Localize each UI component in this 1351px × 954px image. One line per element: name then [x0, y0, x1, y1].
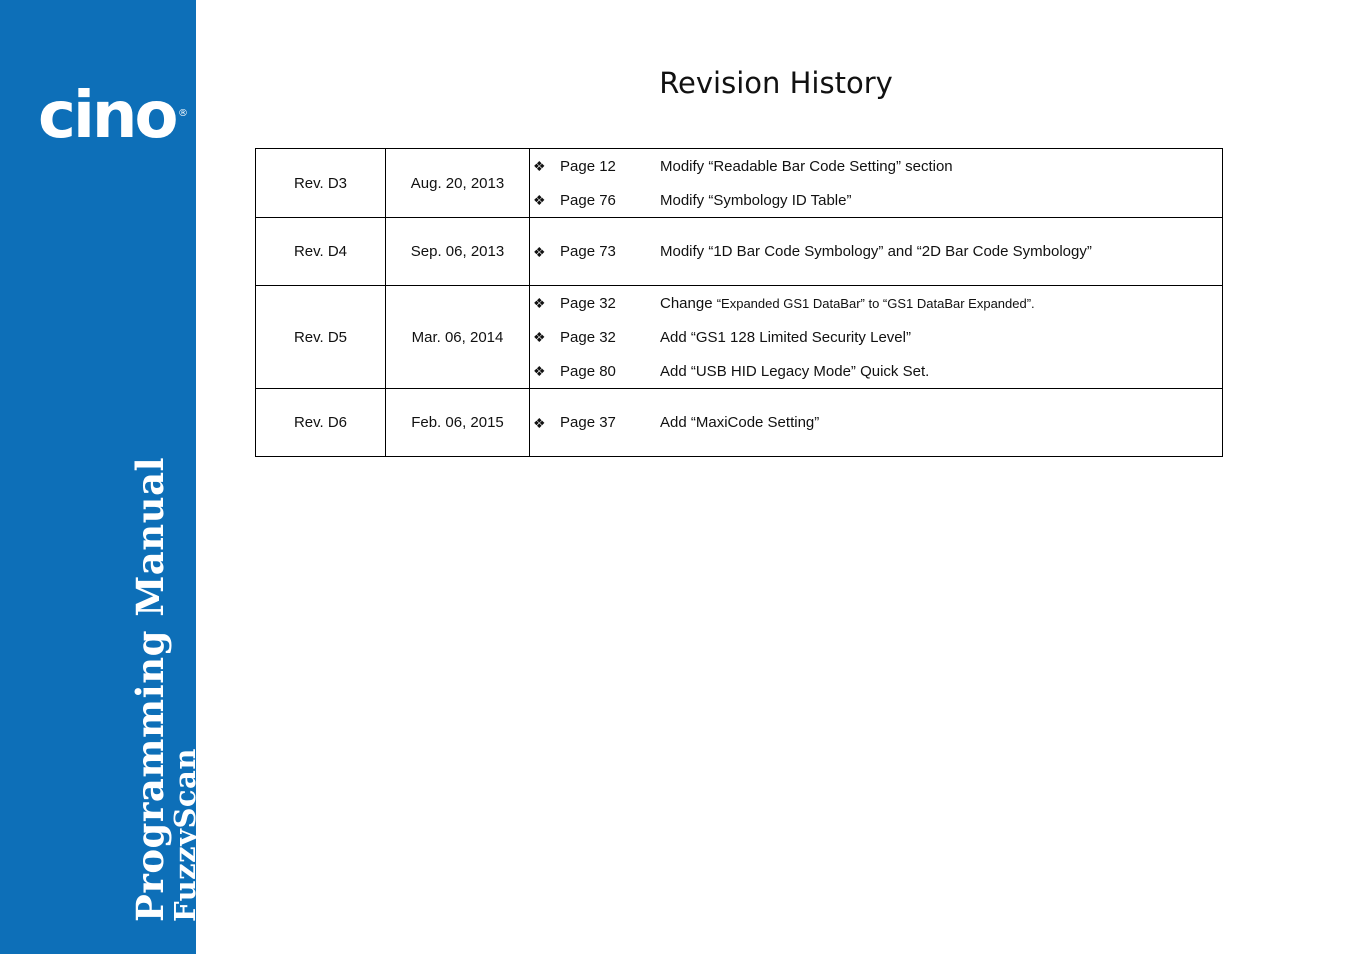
- change-page: Page 76: [560, 191, 616, 209]
- change-item: [530, 354, 1222, 388]
- change-page: Page 12: [560, 157, 616, 175]
- sidebar: [0, 0, 202, 954]
- page-title: Revision History: [659, 66, 893, 100]
- diamond-bullet-icon: ❖: [533, 329, 546, 345]
- diamond-bullet-icon: ❖: [533, 192, 546, 208]
- change-page: Page 37: [560, 414, 616, 431]
- change-desc: Modify “1D Bar Code Symbology” and “2D Bar Code Symbology”: [660, 243, 1092, 260]
- diamond-bullet-icon: ❖: [533, 158, 546, 174]
- change-page: Page 32: [560, 294, 616, 312]
- cino-logo: cino: [38, 79, 176, 153]
- change-page: Page 73: [560, 243, 616, 260]
- change-desc: Add “USB HID Legacy Mode” Quick Set.: [660, 362, 930, 380]
- table-row: [256, 149, 1223, 218]
- change-item: [530, 183, 1222, 217]
- diamond-bullet-icon: ❖: [533, 295, 546, 311]
- table-row: [256, 218, 1223, 286]
- registered-mark: ®: [178, 108, 188, 119]
- change-desc-detail: “Expanded GS1 DataBar” to “GS1 DataBar Expanded”.: [716, 295, 1035, 311]
- table-row: [256, 286, 1223, 389]
- changes-cell: [530, 389, 1223, 457]
- change-desc: Modify “Symbology ID Table”: [660, 191, 852, 209]
- changes-cell: [530, 286, 1223, 389]
- change-item: [530, 286, 1222, 320]
- change-page: Page 80: [560, 362, 616, 380]
- diamond-bullet-icon: ❖: [533, 363, 546, 379]
- changes-cell: [530, 149, 1223, 218]
- rev-cell: Rev. D4: [256, 218, 386, 286]
- change-desc-prefix: Change: [660, 294, 717, 312]
- change-desc: Add “GS1 128 Limited Security Level”: [660, 328, 911, 346]
- change-page: Page 32: [560, 328, 616, 346]
- change-item: [530, 149, 1222, 183]
- change-desc: [660, 295, 1222, 312]
- change-desc: Modify “Readable Bar Code Setting” section: [660, 157, 953, 175]
- manual-title-line2: Programming Manual: [128, 456, 172, 922]
- revision-table: [255, 148, 1223, 457]
- date-cell: Feb. 06, 2015: [386, 389, 530, 457]
- date-cell: Mar. 06, 2014: [386, 286, 530, 389]
- change-item: [530, 235, 1222, 269]
- rev-cell: Rev. D5: [256, 286, 386, 389]
- change-desc: Add “MaxiCode Setting”: [660, 414, 820, 431]
- date-cell: Sep. 06, 2013: [386, 218, 530, 286]
- manual-title-line1: FuzzyScan: [168, 748, 202, 922]
- date-cell: Aug. 20, 2013: [386, 149, 530, 218]
- change-item: [530, 320, 1222, 354]
- change-item: [530, 406, 1222, 440]
- diamond-bullet-icon: ❖: [533, 243, 546, 260]
- rev-cell: Rev. D3: [256, 149, 386, 218]
- table-row: [256, 389, 1223, 457]
- manual-title: [128, 456, 202, 922]
- diamond-bullet-icon: ❖: [533, 414, 546, 431]
- changes-cell: [530, 218, 1223, 286]
- rev-cell: Rev. D6: [256, 389, 386, 457]
